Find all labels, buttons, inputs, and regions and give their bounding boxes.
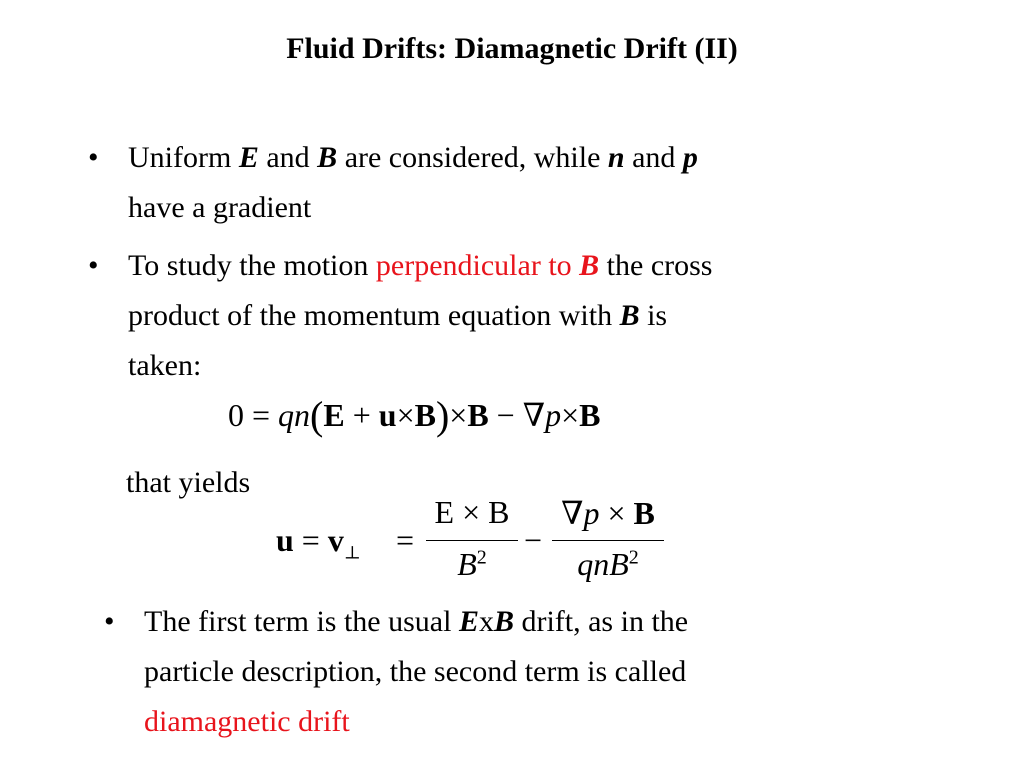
text-run: drift, as in the [513,605,689,638]
eq-term: p [545,397,562,433]
bullet-2 [88,241,968,391]
eq-term: u [378,397,397,433]
eq-term: B [457,546,477,582]
text-run: and [258,141,318,174]
eq-nabla: ∇ [522,397,546,433]
fraction-numerator [552,494,664,532]
perp-subscript: ⊥ [343,542,361,563]
eq-term: B [467,397,489,433]
bullet-1-text [128,133,968,233]
text-run: have a gradient [128,191,312,224]
fraction-bar [426,540,518,541]
eq-operator: × [561,397,580,433]
exb-fraction [426,494,518,594]
eq-term: B [579,397,601,433]
bullet-3-text [144,597,984,747]
highlight-diamagnetic-drift: diamagnetic drift [144,705,350,738]
cross-symbol: x [478,605,494,638]
eq-term: 0 [228,397,244,433]
momentum-cross-product-equation [228,392,600,439]
text-run: taken: [128,349,202,382]
symbol-B: B [493,605,514,638]
drift-velocity-lhs [276,522,361,563]
eq-operator: − [488,397,523,433]
text-run: Uniform [128,141,239,174]
eq-operator: = [244,397,279,433]
eq-term: p [583,495,600,531]
symbol-E: E [458,605,479,638]
eq-operator: × [599,495,634,531]
eq-term: v [327,522,344,558]
symbol-B: B [619,299,640,332]
bullet-dot: • [104,605,115,638]
text-run: particle description, the second term is called [144,655,687,688]
eq-operator: × [449,397,468,433]
text-run: are considered, while [337,141,608,174]
eq-term: E [323,397,345,433]
text-run: product of the momentum equation with [128,299,620,332]
eq-operator: − [524,522,543,558]
eq-term: qn [278,397,311,433]
bullet-1 [88,133,968,233]
eq-paren: ( [310,393,324,438]
symbol-p: p [682,141,698,174]
eq-term: B [414,397,436,433]
bullet-dot: • [88,141,99,174]
eq-operator: + [344,397,379,433]
text-run: is [639,299,668,332]
eq-nabla: ∇ [561,495,584,531]
slide-title: Fluid Drifts: Diamagnetic Drift (II) [286,32,738,65]
diamagnetic-fraction [552,494,664,594]
highlight-perpendicular: perpendicular to [375,249,580,282]
text-run: the cross [599,249,713,282]
symbol-E: E [238,141,259,174]
eq-operator: × [396,397,415,433]
that-yields-text: that yields [126,466,251,499]
eq-term: B [633,495,655,531]
text-run: The first term is the usual [144,605,459,638]
eq-operator: = [293,522,328,558]
text-run: To study the motion [128,249,376,282]
eq-paren: ) [435,393,450,438]
bullet-dot: • [88,249,99,282]
eq-term: qnB [577,546,629,582]
fraction-bar [552,540,664,541]
fraction-denominator [426,546,518,583]
bullet-3 [104,597,984,747]
fraction-denominator [552,546,664,583]
exponent: 2 [476,546,487,569]
eq-term: E × B [434,494,510,530]
bullet-2-text [128,241,968,391]
eq-operator: = [396,522,415,558]
text-run: and [624,141,683,174]
eq-term: u [276,522,294,558]
symbol-n: n [607,141,625,174]
fraction-numerator [426,494,518,531]
symbol-B: B [317,141,338,174]
exponent: 2 [628,546,639,569]
highlight-symbol-B: B [579,249,600,282]
